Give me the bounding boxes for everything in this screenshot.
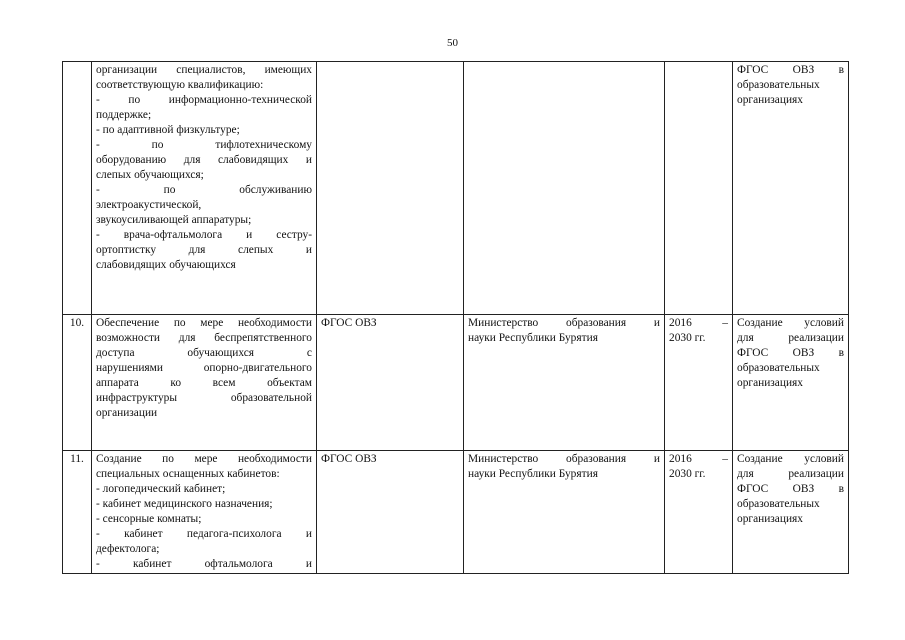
- measure-line: инфраструктуры образовательной: [96, 392, 312, 404]
- measure-line: оборудованию для слабовидящих и: [96, 154, 312, 166]
- result-line: ФГОС ОВЗ в: [737, 483, 844, 495]
- measure-line: - сенсорные комнаты;: [96, 513, 202, 525]
- executor-line: Министерство образования и: [468, 453, 660, 465]
- measure-line: соответствующую квалификацию:: [96, 79, 264, 91]
- measure-line: - логопедический кабинет;: [96, 483, 226, 495]
- measure-line: - по обслуживанию: [96, 184, 312, 196]
- measure-line: звукоусиливающей аппаратуры;: [96, 214, 252, 226]
- table-row: [63, 315, 849, 451]
- measure-line: ортоптистку для слепых и: [96, 244, 312, 256]
- measure-line: Обеспечение по мере необходимости: [96, 317, 312, 329]
- result-cell: [733, 451, 849, 574]
- measure-line: - по информационно-технической: [96, 94, 312, 106]
- measure-line: специальных оснащенных кабинетов:: [96, 468, 280, 480]
- result-line: образовательных: [737, 362, 820, 374]
- measure-line: - кабинет медицинского назначения;: [96, 498, 273, 510]
- basis-cell: [317, 62, 464, 315]
- result-line: для реализации: [737, 468, 844, 480]
- measure-line: - врача-офтальмолога и сестру-: [96, 229, 312, 241]
- result-line: ФГОС ОВЗ в: [737, 347, 844, 359]
- result-line: для реализации: [737, 332, 844, 344]
- result-line: организациях: [737, 513, 803, 525]
- table-row: [63, 451, 849, 574]
- executor-line: науки Республики Бурятия: [468, 468, 598, 480]
- measure-line: нарушениями опорно-двигательного: [96, 362, 312, 374]
- term-to: 2030 гг.: [669, 332, 706, 344]
- measure-line: - кабинет педагога-психолога и: [96, 528, 312, 540]
- term-cell: [665, 315, 733, 451]
- executor-cell: [464, 315, 665, 451]
- measure-line: - по тифлотехническому: [96, 139, 312, 151]
- measure-cell: [92, 315, 317, 451]
- row-number-cell: 10.: [63, 315, 92, 451]
- term-from: 2016 –: [669, 317, 728, 329]
- basis-cell: ФГОС ОВЗ: [317, 315, 464, 451]
- term-to: 2030 гг.: [669, 468, 706, 480]
- result-line: Создание условий: [737, 453, 844, 465]
- term-from: 2016 –: [669, 453, 728, 465]
- page-number: 50: [447, 37, 458, 49]
- result-line: образовательных: [737, 79, 820, 91]
- row-number-cell: [63, 62, 92, 315]
- measure-cell: [92, 451, 317, 574]
- measures-table: [62, 61, 849, 574]
- term-cell: [665, 451, 733, 574]
- measure-line: аппарата ко всем объектам: [96, 377, 312, 389]
- result-line: ФГОС ОВЗ в: [737, 64, 844, 76]
- measure-line: - по адаптивной физкультуре;: [96, 124, 240, 136]
- result-cell: [733, 315, 849, 451]
- measure-cell: [92, 62, 317, 315]
- executor-cell: [464, 62, 665, 315]
- measure-line: доступа обучающихся с: [96, 347, 312, 359]
- result-line: Создание условий: [737, 317, 844, 329]
- row-number-cell: 11.: [63, 451, 92, 574]
- measure-line: организации специалистов, имеющих: [96, 64, 312, 76]
- result-line: организациях: [737, 94, 803, 106]
- measure-line: дефектолога;: [96, 543, 160, 555]
- measure-line: - кабинет офтальмолога и: [96, 558, 312, 570]
- measure-line: Создание по мере необходимости: [96, 453, 312, 465]
- measure-line: поддержке;: [96, 109, 152, 121]
- executor-cell: [464, 451, 665, 574]
- measure-line: электроакустической,: [96, 199, 202, 211]
- executor-line: Министерство образования и: [468, 317, 660, 329]
- executor-line: науки Республики Бурятия: [468, 332, 598, 344]
- basis-cell: ФГОС ОВЗ: [317, 451, 464, 574]
- table-row: [63, 62, 849, 315]
- measure-line: организации: [96, 407, 158, 419]
- result-line: образовательных: [737, 498, 820, 510]
- result-cell: [733, 62, 849, 315]
- result-line: организациях: [737, 377, 803, 389]
- term-cell: [665, 62, 733, 315]
- measure-line: возможности для беспрепятственного: [96, 332, 312, 344]
- measure-line: слабовидящих обучающихся: [96, 259, 236, 271]
- measure-line: слепых обучающихся;: [96, 169, 204, 181]
